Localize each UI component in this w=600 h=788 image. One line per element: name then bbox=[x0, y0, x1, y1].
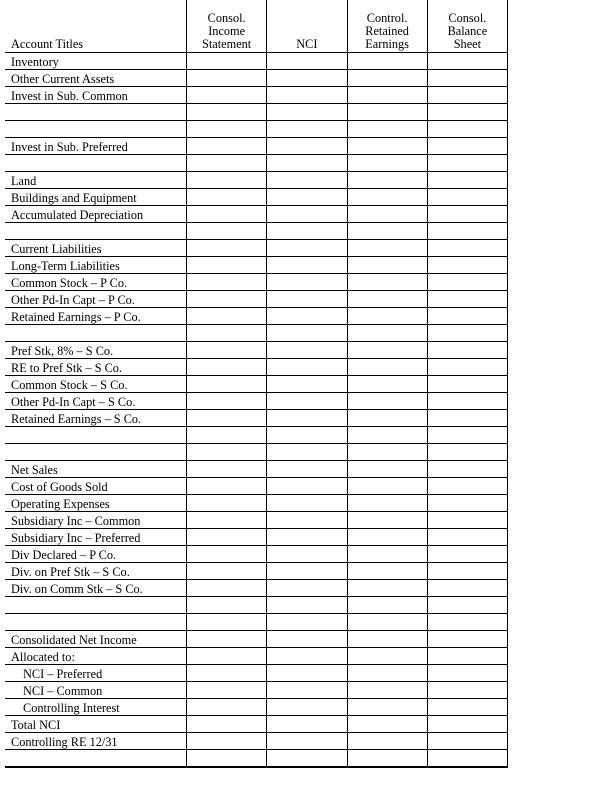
consol-income-statement-cell bbox=[187, 189, 267, 206]
account-title-cell: Invest in Sub. Common bbox=[5, 87, 187, 104]
consol-income-statement-cell bbox=[187, 274, 267, 291]
control-retained-earnings-cell bbox=[347, 461, 427, 478]
control-retained-earnings-cell bbox=[347, 342, 427, 359]
table-row bbox=[5, 750, 508, 768]
table-row bbox=[5, 495, 508, 512]
consol-income-statement-cell bbox=[187, 172, 267, 189]
nci-cell bbox=[267, 614, 347, 631]
control-retained-earnings-cell bbox=[347, 274, 427, 291]
account-title-cell: Common Stock – P Co. bbox=[5, 274, 187, 291]
consol-income-statement-cell bbox=[187, 546, 267, 563]
account-title-cell bbox=[5, 444, 187, 461]
consol-income-statement-cell bbox=[187, 597, 267, 614]
table-row bbox=[5, 70, 508, 87]
control-retained-earnings-cell bbox=[347, 87, 427, 104]
consolidation-worksheet bbox=[5, 0, 508, 768]
nci-cell bbox=[267, 342, 347, 359]
consol-income-statement-cell bbox=[187, 206, 267, 223]
consol-balance-sheet-cell bbox=[427, 393, 507, 410]
consol-income-statement-cell bbox=[187, 410, 267, 427]
control-retained-earnings-cell bbox=[347, 121, 427, 138]
consol-income-statement-cell bbox=[187, 427, 267, 444]
consol-balance-sheet-cell bbox=[427, 155, 507, 172]
nci-cell bbox=[267, 478, 347, 495]
account-title-cell: Retained Earnings – S Co. bbox=[5, 410, 187, 427]
control-retained-earnings-cell bbox=[347, 359, 427, 376]
control-retained-earnings-cell bbox=[347, 223, 427, 240]
nci-cell bbox=[267, 104, 347, 121]
consol-income-statement-cell bbox=[187, 376, 267, 393]
control-retained-earnings-cell bbox=[347, 512, 427, 529]
table-row bbox=[5, 359, 508, 376]
consol-income-statement-cell bbox=[187, 325, 267, 342]
table-row bbox=[5, 393, 508, 410]
consol-balance-sheet-cell bbox=[427, 410, 507, 427]
consol-balance-sheet-cell bbox=[427, 512, 507, 529]
account-title-cell: Retained Earnings – P Co. bbox=[5, 308, 187, 325]
consol-balance-sheet-cell bbox=[427, 461, 507, 478]
control-retained-earnings-cell bbox=[347, 172, 427, 189]
control-retained-earnings-cell bbox=[347, 665, 427, 682]
nci-cell bbox=[267, 274, 347, 291]
consol-income-statement-cell bbox=[187, 155, 267, 172]
consol-income-statement-cell bbox=[187, 478, 267, 495]
consol-balance-sheet-cell bbox=[427, 87, 507, 104]
consol-income-statement-cell bbox=[187, 512, 267, 529]
table-row bbox=[5, 410, 508, 427]
table-row bbox=[5, 461, 508, 478]
account-title-cell bbox=[5, 614, 187, 631]
account-title-cell: Inventory bbox=[5, 53, 187, 70]
nci-cell bbox=[267, 563, 347, 580]
consol-balance-sheet-cell bbox=[427, 614, 507, 631]
account-title-cell: RE to Pref Stk – S Co. bbox=[5, 359, 187, 376]
consol-balance-sheet-cell bbox=[427, 121, 507, 138]
table-row bbox=[5, 274, 508, 291]
consol-income-statement-cell bbox=[187, 87, 267, 104]
control-retained-earnings-cell bbox=[347, 257, 427, 274]
table-row bbox=[5, 87, 508, 104]
table-row bbox=[5, 648, 508, 665]
nci-cell bbox=[267, 682, 347, 699]
consol-income-statement-cell bbox=[187, 53, 267, 70]
consol-balance-sheet-cell bbox=[427, 342, 507, 359]
consol-income-statement-cell bbox=[187, 699, 267, 716]
control-retained-earnings-cell bbox=[347, 393, 427, 410]
account-title-cell bbox=[5, 597, 187, 614]
table-row bbox=[5, 257, 508, 274]
control-retained-earnings-cell bbox=[347, 70, 427, 87]
consol-balance-sheet-cell bbox=[427, 172, 507, 189]
nci-cell bbox=[267, 257, 347, 274]
control-retained-earnings-cell bbox=[347, 597, 427, 614]
table-row bbox=[5, 614, 508, 631]
account-title-cell: Buildings and Equipment bbox=[5, 189, 187, 206]
consol-income-statement-cell bbox=[187, 750, 267, 768]
col-header-control-retained-earnings: Control. Retained Earnings bbox=[347, 0, 427, 53]
control-retained-earnings-cell bbox=[347, 631, 427, 648]
nci-cell bbox=[267, 716, 347, 733]
control-retained-earnings-cell bbox=[347, 478, 427, 495]
table-row bbox=[5, 240, 508, 257]
account-title-cell: Other Pd-In Capt – P Co. bbox=[5, 291, 187, 308]
nci-cell bbox=[267, 206, 347, 223]
consol-balance-sheet-cell bbox=[427, 189, 507, 206]
nci-cell bbox=[267, 512, 347, 529]
consol-balance-sheet-cell bbox=[427, 325, 507, 342]
nci-cell bbox=[267, 70, 347, 87]
table-row bbox=[5, 53, 508, 70]
consol-income-statement-cell bbox=[187, 121, 267, 138]
nci-cell bbox=[267, 121, 347, 138]
table-row bbox=[5, 682, 508, 699]
consol-income-statement-cell bbox=[187, 342, 267, 359]
table-row bbox=[5, 325, 508, 342]
table-row bbox=[5, 631, 508, 648]
account-title-cell bbox=[5, 155, 187, 172]
control-retained-earnings-cell bbox=[347, 699, 427, 716]
consol-balance-sheet-cell bbox=[427, 444, 507, 461]
consol-income-statement-cell bbox=[187, 291, 267, 308]
nci-cell bbox=[267, 359, 347, 376]
nci-cell bbox=[267, 325, 347, 342]
account-title-cell: Controlling Interest bbox=[5, 699, 187, 716]
account-title-cell: Accumulated Depreciation bbox=[5, 206, 187, 223]
consol-income-statement-cell bbox=[187, 70, 267, 87]
consol-income-statement-cell bbox=[187, 359, 267, 376]
table-row bbox=[5, 172, 508, 189]
table-row bbox=[5, 546, 508, 563]
nci-cell bbox=[267, 53, 347, 70]
nci-cell bbox=[267, 495, 347, 512]
table-row bbox=[5, 104, 508, 121]
account-title-cell bbox=[5, 427, 187, 444]
control-retained-earnings-cell bbox=[347, 206, 427, 223]
nci-cell bbox=[267, 733, 347, 750]
account-title-cell: Other Pd-In Capt – S Co. bbox=[5, 393, 187, 410]
table-row bbox=[5, 563, 508, 580]
nci-cell bbox=[267, 750, 347, 768]
control-retained-earnings-cell bbox=[347, 291, 427, 308]
account-title-cell bbox=[5, 750, 187, 768]
account-title-cell: NCI – Common bbox=[5, 682, 187, 699]
nci-cell bbox=[267, 155, 347, 172]
col-header-account-titles: Account Titles bbox=[5, 0, 187, 53]
nci-cell bbox=[267, 461, 347, 478]
consol-income-statement-cell bbox=[187, 716, 267, 733]
control-retained-earnings-cell bbox=[347, 648, 427, 665]
consol-balance-sheet-cell bbox=[427, 648, 507, 665]
consol-income-statement-cell bbox=[187, 240, 267, 257]
consol-balance-sheet-cell bbox=[427, 699, 507, 716]
consol-balance-sheet-cell bbox=[427, 53, 507, 70]
table-row bbox=[5, 580, 508, 597]
account-title-cell: Consolidated Net Income bbox=[5, 631, 187, 648]
control-retained-earnings-cell bbox=[347, 308, 427, 325]
nci-cell bbox=[267, 291, 347, 308]
table-row bbox=[5, 138, 508, 155]
nci-cell bbox=[267, 580, 347, 597]
account-title-cell: Long-Term Liabilities bbox=[5, 257, 187, 274]
consol-balance-sheet-cell bbox=[427, 631, 507, 648]
table-row bbox=[5, 733, 508, 750]
control-retained-earnings-cell bbox=[347, 529, 427, 546]
nci-cell bbox=[267, 87, 347, 104]
account-title-cell: Subsidiary Inc – Common bbox=[5, 512, 187, 529]
control-retained-earnings-cell bbox=[347, 325, 427, 342]
table-row bbox=[5, 121, 508, 138]
consol-income-statement-cell bbox=[187, 104, 267, 121]
account-title-cell: Operating Expenses bbox=[5, 495, 187, 512]
account-title-cell bbox=[5, 223, 187, 240]
consol-income-statement-cell bbox=[187, 138, 267, 155]
control-retained-earnings-cell bbox=[347, 240, 427, 257]
account-title-cell bbox=[5, 121, 187, 138]
consol-balance-sheet-cell bbox=[427, 376, 507, 393]
table-row bbox=[5, 206, 508, 223]
control-retained-earnings-cell bbox=[347, 189, 427, 206]
table-row bbox=[5, 291, 508, 308]
consol-income-statement-cell bbox=[187, 733, 267, 750]
nci-cell bbox=[267, 138, 347, 155]
nci-cell bbox=[267, 648, 347, 665]
nci-cell bbox=[267, 597, 347, 614]
consol-income-statement-cell bbox=[187, 614, 267, 631]
account-title-cell: Total NCI bbox=[5, 716, 187, 733]
consol-balance-sheet-cell bbox=[427, 716, 507, 733]
consol-balance-sheet-cell bbox=[427, 495, 507, 512]
nci-cell bbox=[267, 546, 347, 563]
control-retained-earnings-cell bbox=[347, 563, 427, 580]
col-header-consol-balance-sheet: Consol. Balance Sheet bbox=[427, 0, 507, 53]
table-row bbox=[5, 478, 508, 495]
control-retained-earnings-cell bbox=[347, 444, 427, 461]
table-row bbox=[5, 189, 508, 206]
consol-income-statement-cell bbox=[187, 580, 267, 597]
consol-income-statement-cell bbox=[187, 563, 267, 580]
nci-cell bbox=[267, 172, 347, 189]
control-retained-earnings-cell bbox=[347, 495, 427, 512]
account-title-cell: Div. on Comm Stk – S Co. bbox=[5, 580, 187, 597]
account-title-cell: Cost of Goods Sold bbox=[5, 478, 187, 495]
consol-balance-sheet-cell bbox=[427, 546, 507, 563]
control-retained-earnings-cell bbox=[347, 580, 427, 597]
table-row bbox=[5, 444, 508, 461]
account-title-cell: Land bbox=[5, 172, 187, 189]
consol-income-statement-cell bbox=[187, 495, 267, 512]
consol-income-statement-cell bbox=[187, 665, 267, 682]
account-title-cell: Subsidiary Inc – Preferred bbox=[5, 529, 187, 546]
worksheet-body bbox=[5, 53, 508, 768]
table-row bbox=[5, 716, 508, 733]
account-title-cell: Current Liabilities bbox=[5, 240, 187, 257]
consol-income-statement-cell bbox=[187, 461, 267, 478]
consol-balance-sheet-cell bbox=[427, 206, 507, 223]
control-retained-earnings-cell bbox=[347, 614, 427, 631]
account-title-cell: NCI – Preferred bbox=[5, 665, 187, 682]
consol-balance-sheet-cell bbox=[427, 70, 507, 87]
table-row bbox=[5, 342, 508, 359]
table-row bbox=[5, 223, 508, 240]
consol-balance-sheet-cell bbox=[427, 529, 507, 546]
consol-balance-sheet-cell bbox=[427, 138, 507, 155]
consol-income-statement-cell bbox=[187, 257, 267, 274]
nci-cell bbox=[267, 699, 347, 716]
table-row bbox=[5, 155, 508, 172]
consol-balance-sheet-cell bbox=[427, 478, 507, 495]
consol-income-statement-cell bbox=[187, 682, 267, 699]
consol-balance-sheet-cell bbox=[427, 257, 507, 274]
account-title-cell: Allocated to: bbox=[5, 648, 187, 665]
account-title-cell: Pref Stk, 8% – S Co. bbox=[5, 342, 187, 359]
consol-balance-sheet-cell bbox=[427, 291, 507, 308]
consol-balance-sheet-cell bbox=[427, 563, 507, 580]
account-title-cell: Controlling RE 12/31 bbox=[5, 733, 187, 750]
nci-cell bbox=[267, 410, 347, 427]
nci-cell bbox=[267, 665, 347, 682]
account-title-cell bbox=[5, 325, 187, 342]
control-retained-earnings-cell bbox=[347, 53, 427, 70]
consol-balance-sheet-cell bbox=[427, 308, 507, 325]
control-retained-earnings-cell bbox=[347, 155, 427, 172]
table-row bbox=[5, 308, 508, 325]
consol-balance-sheet-cell bbox=[427, 104, 507, 121]
consol-income-statement-cell bbox=[187, 223, 267, 240]
consol-balance-sheet-cell bbox=[427, 750, 507, 768]
control-retained-earnings-cell bbox=[347, 376, 427, 393]
control-retained-earnings-cell bbox=[347, 750, 427, 768]
account-title-cell: Invest in Sub. Preferred bbox=[5, 138, 187, 155]
consol-balance-sheet-cell bbox=[427, 240, 507, 257]
account-title-cell: Net Sales bbox=[5, 461, 187, 478]
nci-cell bbox=[267, 376, 347, 393]
control-retained-earnings-cell bbox=[347, 138, 427, 155]
account-title-cell: Div. on Pref Stk – S Co. bbox=[5, 563, 187, 580]
account-title-cell: Other Current Assets bbox=[5, 70, 187, 87]
table-row bbox=[5, 597, 508, 614]
header-row bbox=[5, 0, 508, 53]
control-retained-earnings-cell bbox=[347, 716, 427, 733]
table-row bbox=[5, 529, 508, 546]
account-title-cell: Common Stock – S Co. bbox=[5, 376, 187, 393]
col-header-nci: NCI bbox=[267, 0, 347, 53]
consol-balance-sheet-cell bbox=[427, 597, 507, 614]
control-retained-earnings-cell bbox=[347, 427, 427, 444]
consol-income-statement-cell bbox=[187, 529, 267, 546]
control-retained-earnings-cell bbox=[347, 410, 427, 427]
table-row bbox=[5, 376, 508, 393]
consol-balance-sheet-cell bbox=[427, 359, 507, 376]
consol-balance-sheet-cell bbox=[427, 223, 507, 240]
table-row bbox=[5, 512, 508, 529]
consol-income-statement-cell bbox=[187, 444, 267, 461]
account-title-cell: Div Declared – P Co. bbox=[5, 546, 187, 563]
nci-cell bbox=[267, 240, 347, 257]
consol-balance-sheet-cell bbox=[427, 733, 507, 750]
consol-balance-sheet-cell bbox=[427, 427, 507, 444]
control-retained-earnings-cell bbox=[347, 104, 427, 121]
table-row bbox=[5, 665, 508, 682]
consol-income-statement-cell bbox=[187, 393, 267, 410]
consol-balance-sheet-cell bbox=[427, 580, 507, 597]
nci-cell bbox=[267, 393, 347, 410]
nci-cell bbox=[267, 427, 347, 444]
consol-income-statement-cell bbox=[187, 308, 267, 325]
col-header-consol-income-statement: Consol. Income Statement bbox=[187, 0, 267, 53]
nci-cell bbox=[267, 308, 347, 325]
table-row bbox=[5, 427, 508, 444]
table-row bbox=[5, 699, 508, 716]
consol-income-statement-cell bbox=[187, 631, 267, 648]
consol-balance-sheet-cell bbox=[427, 682, 507, 699]
consol-balance-sheet-cell bbox=[427, 274, 507, 291]
account-title-cell bbox=[5, 104, 187, 121]
control-retained-earnings-cell bbox=[347, 546, 427, 563]
consol-income-statement-cell bbox=[187, 648, 267, 665]
nci-cell bbox=[267, 529, 347, 546]
consol-balance-sheet-cell bbox=[427, 665, 507, 682]
control-retained-earnings-cell bbox=[347, 733, 427, 750]
nci-cell bbox=[267, 631, 347, 648]
nci-cell bbox=[267, 223, 347, 240]
control-retained-earnings-cell bbox=[347, 682, 427, 699]
nci-cell bbox=[267, 444, 347, 461]
nci-cell bbox=[267, 189, 347, 206]
